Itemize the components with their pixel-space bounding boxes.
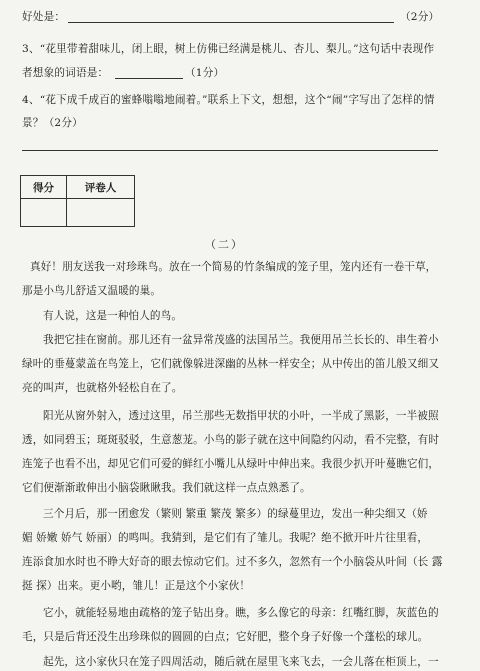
- answer-blank-top[interactable]: [68, 22, 394, 23]
- passage-line: 媚 娇嫩 娇气 娇丽）的鸣叫。我猜到，是它们有了雏儿。我呢？绝不掀开叶片往里看，: [22, 532, 429, 544]
- score-cell[interactable]: [21, 199, 67, 227]
- passage-line: 连添食加水时也不睁大好奇的眼去惊动它们。过不多久，忽然有一个小脑袋从叶间（长 露: [22, 556, 443, 568]
- passage-line: 三个月后，那一团愈发（繁则 繁重 繁茂 繁多）的绿蔓里边，发出一种尖细又（娇: [43, 508, 428, 520]
- q-top-score: （2分）: [400, 11, 440, 23]
- passage-line: 透，如同碧玉；斑斑驳驳，生意葱茏。小鸟的影子就在这中间隐约闪动，看不完整，有时: [22, 434, 440, 446]
- q-top-label: 好处是：: [22, 11, 66, 23]
- passage-line: 连笼子也看不出，却见它们可爱的鲜红小嘴儿从绿叶中伸出来。我很少扒开叶蔓瞧它们，: [22, 458, 440, 470]
- passage-line: 我把它挂在窗前。那儿还有一盆异常茂盛的法国吊兰。我便用吊兰长长的、串生着小: [43, 334, 439, 346]
- score-header: 得分: [21, 176, 67, 199]
- passage-line: 它们便渐渐敢伸出小脑袋瞅瞅我。我们就这样一点点熟悉了。: [22, 482, 311, 494]
- q4-line2: 景？（2分）: [22, 117, 83, 129]
- q3-line2-a: 者想象的词语是：: [22, 67, 109, 79]
- passage-line: 起先，这小家伙只在笼子四周活动，随后就在屋里飞来飞去，一会儿落在柜顶上，一: [43, 656, 439, 668]
- grader-cell[interactable]: [67, 199, 135, 227]
- passage-line: 绿叶的垂蔓蒙盖在鸟笼上，它们就像躲进深幽的丛林一样安全；从中传出的笛儿般又细又: [22, 358, 440, 370]
- grader-header: 评卷人: [67, 176, 135, 199]
- passage-line: 那是小鸟儿舒适又温暖的巢。: [22, 285, 162, 297]
- passage-line: 有人说，这是一种怕人的鸟。: [43, 310, 183, 322]
- q3-line1: 3、“花里带着甜味儿，闭上眼，树上仿佛已经满是桃儿、杏儿、梨儿。”这句话中表现作: [22, 43, 435, 55]
- answer-blank-q4[interactable]: [22, 150, 438, 151]
- passage-line: 毛，只是后背还没生出珍珠似的圆圆的白点；它好肥，整个身子好像一个蓬松的球儿。: [22, 631, 429, 643]
- section-title: （二）: [205, 238, 244, 251]
- answer-blank-q3[interactable]: [115, 78, 183, 79]
- q3-line2-b: （1分）: [185, 67, 225, 79]
- passage-line: 挺 探）出来。更小哟，雏儿！正是这个小家伙！: [22, 580, 251, 592]
- passage-line: 真好！朋友送我一对珍珠鸟。放在一个简易的竹条编成的笼子里，笼内还有一卷干草，: [30, 261, 437, 273]
- score-table: [20, 175, 135, 227]
- passage-line: 它小，就能轻易地由疏格的笼子钻出身。瞧，多么像它的母亲：红嘴红脚，灰蓝色的: [43, 607, 439, 619]
- q4-line1: 4、“花下成千成百的蜜蜂嗡嗡地闹着。”联系上下文，想想，这个“闹”字写出了怎样的情: [22, 94, 435, 106]
- passage-line: 阳光从窗外射入，透过这里，吊兰那些无数指甲状的小叶，一半成了黑影，一半被照: [43, 410, 439, 422]
- passage-line: 亮的叫声，也就格外轻松自在了。: [22, 382, 183, 394]
